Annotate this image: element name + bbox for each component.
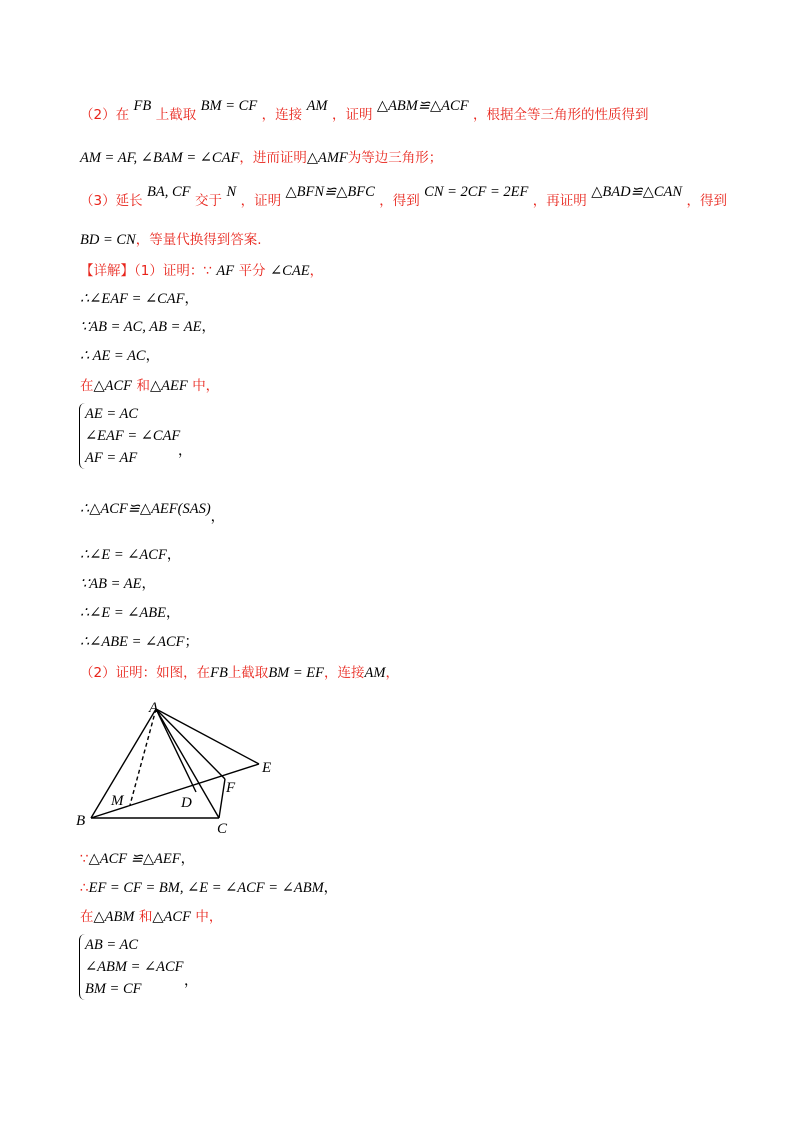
therefore-symbol: ∴ [80, 880, 89, 896]
hint-part3-line1 [80, 184, 728, 210]
proof-math: ∴∠EAF = ∠CAF [80, 291, 185, 307]
math-congruence: △BAD≌△CAN [591, 184, 683, 200]
segment-AD [156, 709, 196, 792]
hint-text: 上截取 [155, 107, 197, 123]
proof-math: ∴∠E = ∠ACF [80, 547, 167, 563]
system-row: AE = AC [85, 406, 139, 422]
proof-math: △ACF ≌△AEF [88, 851, 181, 867]
hint-text: 为等边三角形； [347, 150, 443, 166]
math-triangle: △AMF [306, 150, 348, 166]
punct: ， [166, 605, 180, 621]
proof-line-8 [80, 604, 180, 622]
detail-text: 平分 [238, 263, 266, 279]
punct: ， [178, 443, 192, 459]
proof-line-7 [80, 575, 155, 593]
label-B: B [76, 813, 86, 829]
hint-text: ，证明 [240, 193, 282, 209]
punct: ， [184, 973, 198, 989]
math-congruence: △ABM≌△ACF [376, 98, 469, 114]
punct: ， [180, 851, 195, 867]
punct: ， [210, 509, 225, 525]
math-angle-cae: ∠CAE [270, 263, 310, 279]
proof-line-2 [80, 318, 215, 336]
hint-part2-line2 [80, 149, 442, 167]
geometry-figure [72, 700, 292, 840]
math-fb: FB [210, 665, 228, 681]
math-triangle: △ACF [93, 378, 133, 394]
detail-text: 在 [80, 909, 94, 925]
proof-line-10 [80, 850, 195, 868]
proof-line-1 [80, 290, 199, 308]
punct: ， [145, 348, 160, 364]
hint-text: ，得到 [686, 193, 728, 209]
proof-line-3 [80, 347, 160, 365]
proof-math: EF = CF = BM, ∠E = ∠ACF = ∠ABM [88, 880, 324, 896]
proof-line-12 [80, 908, 222, 926]
label-E: E [262, 760, 272, 776]
proof-math: ∴∠E = ∠ABE [80, 605, 166, 621]
punct: ， [201, 319, 216, 335]
system-row: AB = AC [85, 937, 139, 953]
segment-AB [91, 709, 156, 818]
detail-text: 和 [138, 909, 153, 925]
hint-text: ，证明 [331, 107, 373, 123]
detail-text: ， [309, 263, 324, 279]
hint-part3-line2 [80, 231, 262, 249]
math-triangle: △ACF [152, 909, 191, 925]
detail-text: （2）证明：如图，在 [80, 665, 211, 681]
math-am: AM [364, 665, 386, 681]
punct: ； [184, 634, 199, 650]
math-triangle: △AEF [150, 378, 188, 394]
equation-system-2 [79, 934, 184, 1000]
hint-text: ，得到 [379, 193, 420, 209]
hint-part2-line1 [80, 98, 649, 124]
system-row: ∠ABM = ∠ACF [85, 959, 184, 975]
hint-text: 交于 [195, 193, 222, 209]
math-af: AF [216, 263, 235, 279]
hint-text: （3）延长 [80, 193, 143, 209]
math-triangle: △ABM [93, 909, 135, 925]
equation-system-1 [79, 403, 180, 469]
punct: ， [141, 576, 156, 592]
system-row: ∠EAF = ∠CAF [85, 428, 181, 444]
math-bm-cf: BM = CF [200, 98, 258, 114]
label-F: F [226, 780, 236, 796]
math-equalities: AM = AF, ∠BAM = ∠CAF [80, 150, 240, 166]
segment-AM [130, 709, 156, 805]
math-am: AM [306, 98, 328, 114]
punct: ， [184, 291, 199, 307]
proof-line-9 [80, 633, 199, 651]
label-C: C [217, 821, 228, 837]
math-congruence: △BFN≌△BFC [285, 184, 375, 200]
punct: ， [166, 547, 181, 563]
proof-math: ∵AB = AC, AB = AE [80, 319, 202, 335]
since-symbol: ∵ [80, 851, 89, 867]
hint-text: ，进而证明 [239, 150, 307, 166]
label-M: M [111, 793, 124, 809]
proof-math: ∴△ACF≌△AEF(SAS) [80, 501, 211, 517]
proof-part2-heading [80, 664, 399, 682]
hint-text: ，连接 [261, 107, 303, 123]
detail-heading [80, 262, 323, 280]
hint-text: ，再证明 [532, 193, 587, 209]
hint-text: ，等量代换得到答案. [135, 232, 262, 248]
detail-text: ， [385, 665, 399, 681]
label-D: D [181, 795, 192, 811]
system-row: AF = AF [85, 450, 138, 466]
math-fb: FB [133, 98, 152, 114]
punct: ， [323, 880, 338, 896]
detail-label: 【详解】（1）证明：∵ [80, 263, 212, 279]
math-bd-cn: BD = CN [80, 232, 136, 248]
detail-text: 中， [195, 909, 223, 925]
proof-math: ∴ AE = AC [80, 348, 146, 364]
proof-line-4 [80, 377, 219, 395]
hint-text: ，根据全等三角形的性质得到 [473, 107, 649, 123]
proof-math: ∵AB = AE [80, 576, 142, 592]
proof-math: ∴∠ABE = ∠ACF [80, 634, 185, 650]
proof-line-6 [80, 546, 181, 564]
proof-line-11 [80, 879, 338, 897]
hint-text: （2）在 [80, 107, 130, 123]
detail-text: 和 [136, 378, 150, 394]
math-equation: CN = 2CF = 2EF [424, 184, 529, 200]
detail-text: 中， [192, 378, 220, 394]
math-n: N [226, 184, 237, 200]
system-row: BM = CF [85, 981, 142, 997]
proof-line-5 [80, 500, 225, 525]
detail-text: 在 [80, 378, 94, 394]
label-A: A [149, 700, 159, 716]
math-bm-ef: BM = EF [268, 665, 324, 681]
segment-CF [219, 779, 225, 818]
math-ba-cf: BA, CF [147, 184, 191, 200]
detail-text: 上截取 [227, 665, 269, 681]
detail-text: ，连接 [324, 665, 365, 681]
